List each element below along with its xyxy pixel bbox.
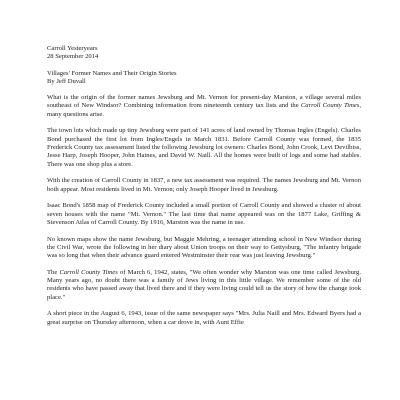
paragraph-text <box>47 177 361 194</box>
paragraph-text <box>47 127 361 168</box>
paragraph-text <box>47 94 361 119</box>
text-run: , many questions arise. <box>47 102 361 118</box>
column-header <box>47 45 361 62</box>
paragraph-text <box>47 310 361 327</box>
article-paragraph <box>47 127 361 168</box>
text-run: With the creation of Carroll County in 1837, a new tax assessment was required. The names Jewsburg and Mt. Vernon both appear. Most residents lived in Mt. Vernon; only Joseph Hooper lived in Jewsburg. <box>47 177 361 193</box>
article-paragraph <box>47 177 361 194</box>
article-paragraph <box>47 94 361 119</box>
article-paragraph <box>47 269 361 302</box>
paragraph-text <box>47 236 361 261</box>
article-paragraph <box>47 310 361 327</box>
text-run: of March 6, 1942, states, "We often wonder why Marston was one time called Jewsburg. Many years ago, no doubt there was a family of Jews living in this little village. We remember some of the old residents who have passed away that lived there and if they were living could tell us the story of how the change took place." <box>47 268 361 301</box>
paragraph-text <box>47 202 361 227</box>
text-run: Isaac Bond's 1858 map of Frederick County included a small portion of Carroll County and showed a cluster of about seven houses with the name "Mt. Vernon." The last time that name appeared was on the 1877 Lake, Griffing & Stevenson Atlas of Carroll County. By 1916, Marston was the name in use. <box>47 202 361 226</box>
text-run: No known maps show the name Jewsburg, but Maggie Mehring, a teenager attending school in New Windsor during the Civil War, wrote the following in her diary about Union troops on their way to Gettysburg, "The infantry brigade was so long that when their advance guard entered Westminster their rear was just leaving Jewsburg." <box>47 235 361 260</box>
article-paragraph <box>47 202 361 227</box>
text-run: The town lots which made up tiny Jewsburg were part of 141 acres of land owned by Thomas Ingles (Engels). Charles Bond purchased the first lot from Ingles/Engels in March 1831. Before Carroll County was formed, the 1835 Frederick County tax assessment listed the following Jewsburg lot owners: Charles Bond, John Crook, Levi Devilbiss, Jesse Harp, Joseph Hooper, John Haines, and David W. Naill. All the homes were built of logs and some had stables. There was one shop plus a store. <box>47 127 361 168</box>
text-run: A short piece in the August 6, 1943, issue of the same newspaper says "Mrs. Julia Naill and Mrs. Edward Byers had a great surprise on Thursday afternoon, when a car drove in, with Aunt Effie <box>47 310 361 326</box>
publication-date: 28 September 2014 <box>47 53 99 61</box>
text-run: The <box>47 268 60 276</box>
document-page <box>47 45 361 335</box>
newspaper-title: Carroll County Times <box>300 102 360 110</box>
article-paragraph <box>47 236 361 261</box>
column-name: Carroll Yesteryears <box>47 45 98 52</box>
article-title: Villages' Former Names and Their Origin Stories <box>47 69 177 77</box>
paragraph-text <box>47 269 361 302</box>
text-run: What is the origin of the former names Jewsburg and Mt. Vernon for present-day Marston, a village several miles southeast of New Windsor? Combining information from nineteenth century tax lists and the <box>47 94 361 110</box>
newspaper-title: Carroll County Times <box>59 268 118 276</box>
article-body <box>47 94 361 327</box>
article-heading <box>47 70 361 87</box>
article-byline: By Jeff Duvall <box>47 77 86 85</box>
